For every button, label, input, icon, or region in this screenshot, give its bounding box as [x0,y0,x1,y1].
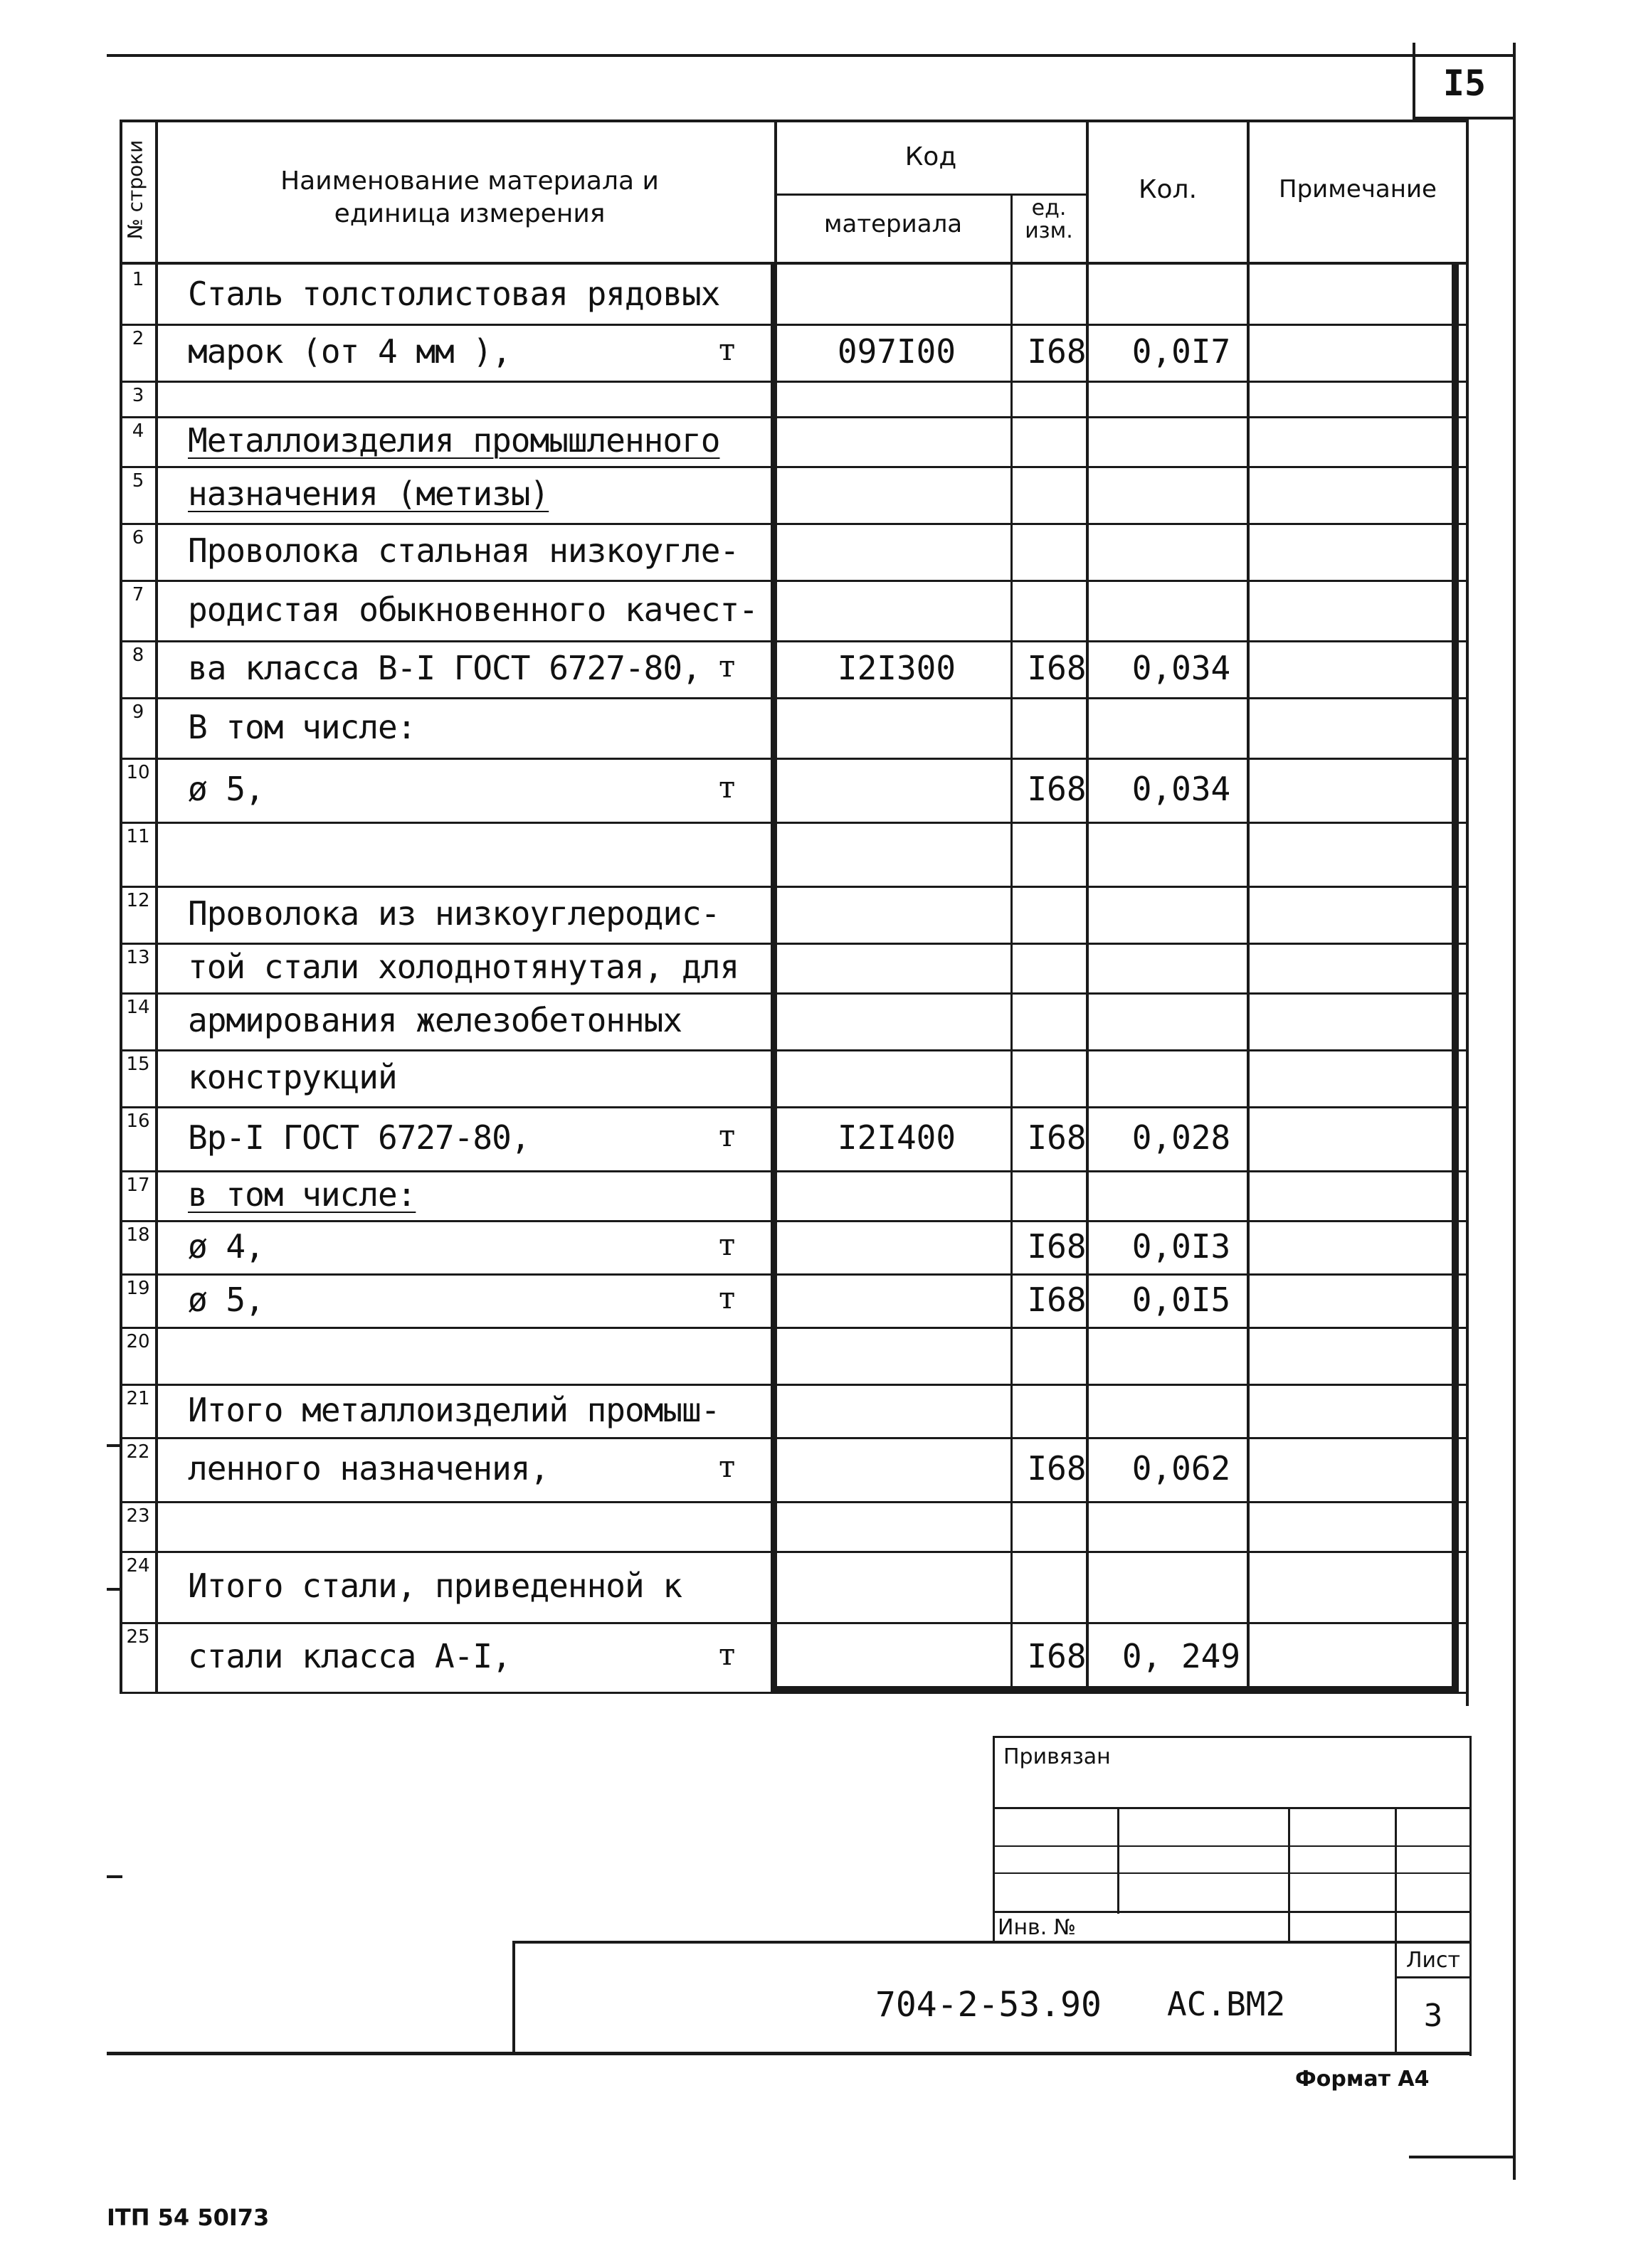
row-number: 3 [132,385,144,406]
row-separator [120,992,1468,995]
list-number: 3 [1423,1998,1443,2034]
row-number: 20 [126,1331,150,1352]
hdr-bottom [120,262,1468,265]
unit-code: I68 [1027,1118,1087,1157]
unit-abbrev: т [719,1226,736,1262]
margin-tick-3 [107,1875,122,1878]
row-number: 17 [126,1175,150,1196]
row-number: 23 [126,1505,150,1527]
body-frame-bottom [771,1686,1459,1692]
stamp-inv-no: Инв. № [998,1915,1077,1940]
stamp-vsep-2 [1288,1807,1290,1942]
hdr-material: материала [823,210,963,238]
row-separator [120,697,1468,699]
material-name: Итого стали, приведенной к [188,1567,682,1605]
row-separator [120,580,1468,582]
material-code: 097I00 [837,332,956,371]
titleblock-bottom [107,2052,1469,2055]
hdr-unit-line2: изм. [1025,218,1073,243]
stamp-vsep-1 [1117,1807,1119,1914]
rownum-col-right [155,120,158,1692]
titleblock-left [512,1941,515,2055]
row-separator [120,822,1468,824]
stamp-box-top [993,1736,1469,1738]
format-label: Формат А4 [1295,2067,1430,2092]
row-separator [120,416,1468,418]
quantity: 0,0I3 [1131,1226,1231,1266]
material-name: ленного назначения, [188,1449,549,1488]
quantity: 0,062 [1131,1449,1231,1488]
hdr-name-line1: Наименование материала и [280,166,659,196]
row-separator [120,943,1468,945]
doc-code: 704-2-53.90 [875,1985,1102,2025]
row-number: 9 [132,701,144,723]
row-separator [120,1551,1468,1553]
unit-abbrev: т [719,1118,736,1153]
material-name: ø 5, [188,1280,264,1319]
quantity: 0,034 [1131,770,1231,808]
top-border [107,54,1516,57]
quantity: 0,0I5 [1131,1280,1231,1319]
hdr-row-no: № строки [123,139,147,240]
corner-box-left [1413,43,1415,120]
row-separator [120,1622,1468,1624]
list-box-mid [1395,1976,1469,1978]
row-separator [120,640,1468,642]
row-separator [120,1327,1468,1329]
row-separator [120,1170,1468,1172]
stamp-privyazan: Привязан [1003,1744,1111,1769]
material-name: в том числе: [188,1175,416,1214]
margin-tick-2 [107,1588,122,1591]
unit-abbrev: т [719,1449,736,1484]
unit-code: I68 [1027,1226,1087,1266]
table-right [1466,120,1469,1706]
material-name: армирования железобетонных [188,1001,682,1039]
material-name: Металлоизделия промышленного [188,421,720,460]
material-name: В том числе: [188,707,416,746]
row-number: 18 [126,1224,150,1246]
unit-abbrev: т [719,332,736,367]
table-top [120,120,1468,122]
row-separator [120,466,1468,468]
row-number: 5 [132,470,144,492]
stamp-line-4 [993,1911,1469,1913]
hdr-name-line2: единица измерения [334,199,606,228]
material-name: конструкций [188,1058,397,1096]
row-separator [120,1049,1468,1051]
material-name: стали класса А-I, [188,1637,511,1675]
row-number: 24 [126,1555,150,1577]
row-number: 15 [126,1054,150,1075]
material-name: Итого металлоизделий промыш- [188,1390,720,1429]
row-separator [120,1384,1468,1386]
row-number: 4 [132,420,144,442]
unit-code: I68 [1027,1449,1087,1488]
row-number: 21 [126,1388,150,1409]
material-name: назначения (метизы) [188,475,549,513]
row-separator [120,758,1468,760]
material-name: ø 4, [188,1226,264,1266]
margin-tick-1 [107,1444,122,1447]
row-separator [120,1220,1468,1222]
row-number: 11 [126,826,150,847]
material-name: Проволока из низкоуглеродис- [188,894,720,933]
row-separator [120,1273,1468,1276]
hdr-unit-line1: ед. [1031,196,1067,221]
material-name: ø 5, [188,770,264,808]
material-name: марок (от 4 мм ), [188,332,511,371]
row-separator [120,1692,1468,1694]
doc-mark: АС.ВМ2 [1167,1985,1286,2023]
list-label: Лист [1405,1948,1461,1973]
body-sep-edizm [1010,262,1013,1688]
unit-code: I68 [1027,1637,1087,1675]
unit-code: I68 [1027,649,1087,687]
row-number: 16 [126,1111,150,1132]
material-name: ва класса В-I ГОСТ 6727-80, [188,649,701,687]
unit-code: I68 [1027,770,1087,808]
row-number: 8 [132,645,144,666]
row-number: 13 [126,947,150,968]
row-separator [120,381,1468,383]
stamp-vsep-3 [1395,1807,1397,1942]
unit-code: I68 [1027,1280,1087,1319]
material-name: Вр-I ГОСТ 6727-80, [188,1118,530,1157]
hdr-qty: Кол. [1138,175,1198,204]
row-number: 1 [132,269,144,290]
unit-abbrev: т [719,1280,736,1315]
row-separator [120,324,1468,326]
row-number: 12 [126,890,150,911]
body-frame-right [1452,262,1459,1692]
row-number: 10 [126,762,150,783]
quantity: 0,0I7 [1131,332,1231,371]
stamp-line-1 [993,1807,1469,1809]
row-number: 19 [126,1278,150,1299]
row-number: 7 [132,584,144,605]
right-frame [1513,117,1516,2180]
unit-abbrev: т [719,649,736,684]
unit-code: I68 [1027,332,1087,371]
row-separator [120,523,1468,525]
hdr-sep-code [774,120,777,265]
unit-abbrev: т [719,1637,736,1672]
material-name: Сталь толстолистовая рядовых [188,274,720,313]
stamp-box-right [1469,1736,1472,2056]
stamp-line-2 [993,1845,1469,1847]
corner-box-right [1513,43,1516,120]
row-separator [120,1437,1468,1439]
hdr-note: Примечание [1279,175,1437,203]
row-separator [120,886,1468,888]
sheet-corner-number: I5 [1442,63,1487,104]
footer-code: ITП 54 50I73 [107,2204,270,2231]
quantity: 0,034 [1131,649,1231,687]
row-number: 14 [126,997,150,1018]
quantity: 0,028 [1131,1118,1231,1157]
row-separator [120,1106,1468,1108]
material-name: Проволока стальная низкоугле- [188,531,739,570]
row-separator [120,1501,1468,1503]
unit-abbrev: т [719,770,736,805]
quantity: 0, 249 [1121,1637,1241,1675]
stamp-line-3 [993,1872,1469,1874]
material-code: I2I400 [837,1118,956,1157]
row-number: 6 [132,527,144,549]
body-frame-left [771,262,777,1692]
row-number: 22 [126,1441,150,1463]
row-number: 2 [132,328,144,349]
material-name: той стали холоднотянутая, для [188,948,739,986]
hdr-code: Код [904,142,957,171]
material-code: I2I300 [837,649,956,687]
material-name: родистая обыкновенного качест- [188,590,758,629]
bottom-frame [1409,2156,1516,2158]
titleblock-top [512,1941,1469,1944]
row-number: 25 [126,1626,150,1648]
